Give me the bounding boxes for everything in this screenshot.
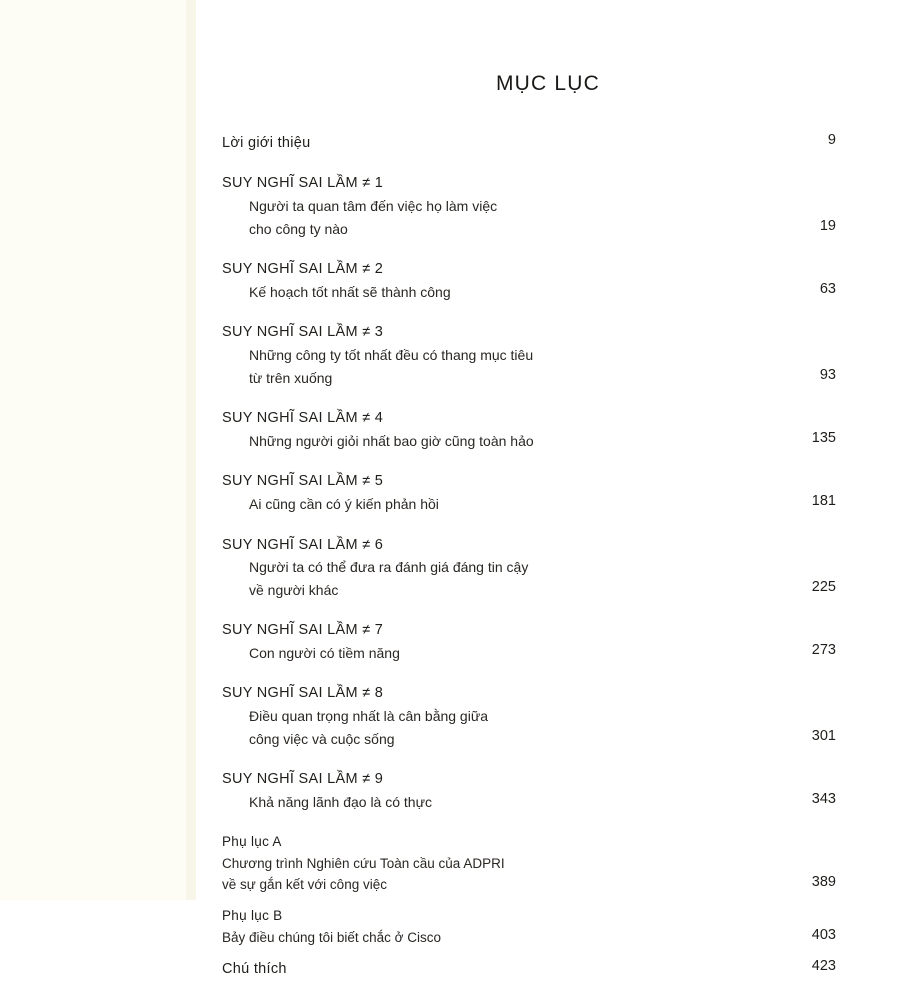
toc-entry[interactable]: [222, 407, 870, 452]
toc-entry-subtitle: về sự gắn kết với công việc: [222, 877, 387, 893]
toc-entry-subtitle-wrap: [222, 367, 766, 390]
toc-entry-subtitle-row[interactable]: [222, 430, 870, 453]
toc-entry-title-col: [222, 768, 766, 790]
toc-entry-page-number: 389: [811, 874, 836, 891]
toc-entry-subtitle: Người ta có thể đưa ra đánh giá đáng tin cậy: [249, 558, 529, 575]
toc-entry-subtitle: Điều quan trọng nhất là cân bằng giữa: [249, 707, 488, 724]
toc-entry[interactable]: [222, 831, 870, 895]
toc-entry-subtitle-wrap: [222, 791, 766, 814]
toc-entry-title-col: [222, 831, 766, 852]
toc-entry[interactable]: [222, 534, 870, 602]
toc-entry-subtitle-col: [222, 218, 766, 241]
toc-list: [222, 132, 870, 999]
toc-entry-spacer: [222, 516, 870, 534]
toc-entry[interactable]: [222, 258, 870, 303]
toc-entry-subtitle-wrap: [222, 493, 766, 516]
toc-entry-subtitle-wrap: [222, 642, 766, 665]
toc-entry-subtitle-row[interactable]: [222, 195, 870, 218]
toc-entry-subtitle-row[interactable]: [222, 705, 870, 728]
toc-entry-title-col: [222, 682, 766, 704]
toc-entry-subtitle-row[interactable]: [222, 853, 870, 874]
toc-entry-subtitle-col: [222, 642, 766, 665]
toc-entry-subtitle-col: [222, 927, 766, 948]
toc-page: [196, 0, 900, 978]
toc-entry-page-number: 343: [811, 790, 836, 807]
toc-entry-page-number: 181: [811, 492, 836, 509]
toc-entry-title: SUY NGHĨ SAI LẦM ≠ 4: [222, 410, 384, 427]
page-left-edge: [0, 0, 197, 900]
toc-entry-subtitle-col: [222, 367, 766, 390]
toc-entry-page-number: 19: [819, 217, 836, 234]
toc-entry-spacer: [222, 895, 870, 905]
toc-entry[interactable]: [222, 321, 870, 389]
toc-entry-subtitle-wrap: [222, 218, 766, 241]
toc-entry-spacer: [222, 389, 870, 407]
page-edge-strip: [186, 0, 196, 900]
toc-entry-subtitle-col: [222, 430, 766, 453]
toc-entry-subtitle: về người khác: [249, 581, 339, 598]
toc-entry-page-number: 225: [811, 578, 836, 595]
toc-entry[interactable]: [222, 132, 870, 154]
toc-entry-page-number: 273: [811, 641, 836, 658]
toc-entry-title: Phụ lục A: [222, 834, 282, 850]
toc-entry-title-col: [222, 534, 766, 556]
toc-entry-subtitle-row[interactable]: [222, 791, 870, 814]
toc-entry-page-number: 9: [827, 132, 836, 148]
toc-entry-subtitle-col: [222, 556, 766, 579]
toc-entry-title-col: [222, 470, 766, 492]
toc-entry[interactable]: [222, 470, 870, 515]
toc-entry[interactable]: [222, 172, 870, 240]
toc-entry-title: SUY NGHĨ SAI LẦM ≠ 5: [222, 473, 384, 490]
toc-entry-spacer: [222, 240, 870, 258]
toc-entry-subtitle-row[interactable]: [222, 344, 870, 367]
toc-entry-spacer: [222, 948, 870, 958]
toc-entry-spacer: [222, 303, 870, 321]
toc-entry-subtitle: cho công ty nào: [249, 220, 348, 237]
toc-entry-subtitle-wrap: [222, 853, 766, 874]
toc-entry-page-number: 93: [819, 366, 836, 383]
toc-entry-title: SUY NGHĨ SAI LẦM ≠ 7: [222, 622, 384, 639]
toc-entry-title: SUY NGHĨ SAI LẦM ≠ 3: [222, 324, 384, 341]
toc-entry-subtitle-wrap: [222, 281, 766, 304]
toc-entry-subtitle: Kế hoạch tốt nhất sẽ thành công: [249, 283, 451, 300]
toc-entry-spacer: [222, 981, 870, 999]
toc-entry-subtitle: Chương trình Nghiên cứu Toàn cầu của ADPRI: [222, 855, 505, 871]
toc-entry-head-row[interactable]: [222, 534, 870, 556]
toc-entry-subtitle-wrap: [222, 579, 766, 602]
page-title: MỤC LỤC: [495, 72, 601, 95]
toc-entry-subtitle-col: [222, 344, 766, 367]
toc-entry-head-row[interactable]: [222, 132, 870, 154]
toc-entry-head-row[interactable]: [222, 682, 870, 704]
toc-entry[interactable]: [222, 768, 870, 813]
toc-entry[interactable]: [222, 682, 870, 750]
toc-entry-subtitle: Khả năng lãnh đạo là có thực: [249, 793, 432, 810]
toc-entry-subtitle: từ trên xuống: [249, 369, 333, 386]
toc-entry-spacer: [222, 813, 870, 831]
toc-entry-subtitle-col: [222, 705, 766, 728]
toc-entry-subtitle-row[interactable]: [222, 281, 870, 304]
toc-entry-subtitle: Người ta quan tâm đến việc họ làm việc: [249, 197, 498, 214]
toc-entry-subtitle-col: [222, 853, 766, 874]
toc-entry-title: SUY NGHĨ SAI LẦM ≠ 8: [222, 685, 384, 702]
toc-entry-title: SUY NGHĨ SAI LẦM ≠ 9: [222, 771, 384, 788]
toc-entry-subtitle-col: [222, 579, 766, 602]
toc-entry-subtitle-row[interactable]: [222, 218, 870, 241]
toc-entry[interactable]: [222, 905, 870, 948]
toc-entry-subtitle-col: [222, 195, 766, 218]
toc-entry-title: SUY NGHĨ SAI LẦM ≠ 6: [222, 536, 384, 553]
toc-entry-title-col: [222, 905, 766, 926]
toc-entry-subtitle-row[interactable]: [222, 556, 870, 579]
toc-entry-subtitle-wrap: [222, 705, 766, 728]
toc-entry[interactable]: [222, 619, 870, 664]
toc-entry-subtitle-col: [222, 493, 766, 516]
toc-entry-subtitle-wrap: [222, 344, 766, 367]
toc-entry-subtitle: công việc và cuộc sống: [249, 730, 395, 747]
toc-entry-subtitle-wrap: [222, 556, 766, 579]
toc-entry-subtitle-wrap: [222, 874, 766, 895]
toc-entry-head-row[interactable]: [222, 470, 870, 492]
toc-entry-title-col: [222, 407, 766, 429]
toc-entry-subtitle: Con người có tiềm năng: [249, 644, 400, 661]
toc-entry-spacer: [222, 601, 870, 619]
toc-entry-subtitle-row[interactable]: [222, 579, 870, 602]
toc-entry-page-number: 403: [811, 926, 836, 943]
toc-entry-subtitle: Những công ty tốt nhất đều có thang mục tiêu: [249, 346, 534, 363]
toc-entry-title: Chú thích: [222, 961, 287, 978]
toc-entry-subtitle-row[interactable]: [222, 642, 870, 665]
toc-entry-title-col: [222, 619, 766, 641]
toc-entry-title: SUY NGHĨ SAI LẦM ≠ 2: [222, 261, 384, 278]
toc-entry-subtitle: Bảy điều chúng tôi biết chắc ở Cisco: [222, 929, 441, 945]
toc-entry-subtitle-row[interactable]: [222, 728, 870, 751]
toc-entry[interactable]: [222, 958, 870, 980]
toc-entry-subtitle-wrap: [222, 195, 766, 218]
toc-entry-spacer: [222, 154, 870, 172]
toc-entry-subtitle-col: [222, 791, 766, 814]
toc-entry-title: Phụ lục B: [222, 908, 283, 924]
toc-entry-head-row[interactable]: [222, 619, 870, 641]
toc-entry-head-row[interactable]: [222, 407, 870, 429]
toc-entry-head-row[interactable]: [222, 905, 870, 926]
toc-entry-subtitle-col: [222, 728, 766, 751]
toc-entry-title-col: [222, 258, 766, 280]
toc-entry-subtitle-row[interactable]: [222, 493, 870, 516]
toc-entry-head-row[interactable]: [222, 958, 870, 980]
toc-entry-title-col: [222, 958, 766, 980]
toc-entry-head-row[interactable]: [222, 768, 870, 790]
toc-entry-subtitle-wrap: [222, 927, 766, 948]
toc-entry-page-number: 423: [811, 958, 836, 975]
toc-entry-spacer: [222, 750, 870, 768]
toc-entry-subtitle-row[interactable]: [222, 874, 870, 895]
toc-entry-page-number: 63: [819, 280, 836, 297]
toc-entry-spacer: [222, 664, 870, 682]
toc-entry-head-row[interactable]: [222, 831, 870, 852]
toc-entry-subtitle-row[interactable]: [222, 367, 870, 390]
toc-entry-title-col: [222, 172, 766, 194]
toc-entry-title-col: [222, 321, 766, 343]
toc-entry-page-number: 301: [811, 727, 836, 744]
toc-entry-subtitle-col: [222, 874, 766, 895]
toc-entry-subtitle-col: [222, 281, 766, 304]
toc-entry-head-row[interactable]: [222, 258, 870, 280]
toc-entry-title: Lời giới thiệu: [222, 135, 311, 151]
toc-entry-subtitle: Những người giỏi nhất bao giờ cũng toàn hảo: [249, 432, 534, 449]
toc-entry-subtitle: Ai cũng cần có ý kiến phản hồi: [249, 495, 439, 512]
toc-entry-head-row[interactable]: [222, 321, 870, 343]
toc-entry-spacer: [222, 452, 870, 470]
toc-entry-head-row[interactable]: [222, 172, 870, 194]
toc-entry-title: SUY NGHĨ SAI LẦM ≠ 1: [222, 175, 384, 192]
toc-entry-page-number: 135: [811, 429, 836, 446]
toc-entry-subtitle-row[interactable]: [222, 927, 870, 948]
toc-entry-title-col: [222, 132, 766, 154]
toc-entry-subtitle-wrap: [222, 430, 766, 453]
toc-entry-subtitle-wrap: [222, 728, 766, 751]
